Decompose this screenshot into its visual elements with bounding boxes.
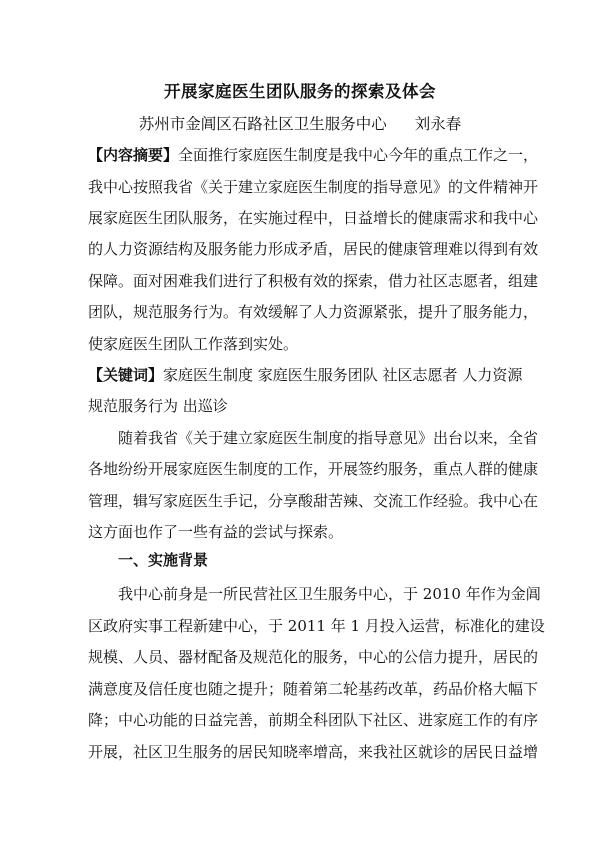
author-name: 刘永春 xyxy=(414,115,462,133)
abstract-line: 的人力资源结构及服务能力形成矛盾，居民的健康管理难以得到有效 xyxy=(88,240,539,258)
abstract-label: 【内容摘要】 xyxy=(88,146,179,164)
author-affiliation: 苏州市金阊区石路社区卫生服务中心 xyxy=(138,115,387,133)
abstract-line: 团队，规范服务行为。有效缓解了人力资源紧张，提升了服务能力， xyxy=(88,303,539,321)
keywords-line xyxy=(88,364,523,386)
section-line: 满意度及信任度也随之提升；随着第二轮基药改革，药品价格大幅下 xyxy=(88,680,539,698)
abstract-line: 保障。面对困难我们进行了积极有效的探索，借力社区志愿者，组建 xyxy=(88,272,539,290)
keywords-text: 家庭医生制度 家庭医生服务团队 社区志愿者 人力资源 xyxy=(163,366,523,384)
intro-line: 管理，辑写家庭医生手记，分享酸甜苦辣、交流工作经验。我中心在 xyxy=(88,492,539,510)
abstract-line: 展家庭医生团队服务，在实施过程中，日益增长的健康需求和我中心 xyxy=(88,209,539,227)
abstract-line: 我中心按照我省《关于建立家庭医生制度的指导意见》的文件精神开 xyxy=(88,178,539,196)
section-number: 一、 xyxy=(118,551,149,569)
section-line: 规模、人员、器材配备及规范化的服务，中心的公信力提升，居民的 xyxy=(88,648,539,666)
keywords-label: 【关键词】 xyxy=(88,366,164,384)
intro-line: 这方面也作了一些有益的尝试与探索。 xyxy=(88,523,344,541)
abstract-line xyxy=(88,144,539,166)
author-line xyxy=(0,112,600,134)
paper-title: 开展家庭医生团队服务的探索及体会 xyxy=(164,82,436,101)
section-line: 区政府实事工程新建中心，于 2011 年 1 月投入运营，标准化的建设 xyxy=(88,617,545,635)
section-line: 开展，社区卫生服务的居民知晓率增高，来我社区就诊的居民日益增 xyxy=(88,743,539,761)
section-line: 降；中心功能的日益完善，前期全科团队下社区、进家庭工作的有序 xyxy=(88,711,539,729)
section-title: 实施背景 xyxy=(148,551,209,569)
section-heading xyxy=(118,549,208,570)
intro-line: 随着我省《关于建立家庭医生制度的指导意见》出台以来，全省 xyxy=(118,429,539,447)
abstract-text: 全面推行家庭医生制度是我中心今年的重点工作之一， xyxy=(178,146,539,164)
section-line: 我中心前身是一所民营社区卫生服务中心，于 2010 年作为金阊 xyxy=(118,585,541,603)
abstract-line: 使家庭医生团队工作落到实处。 xyxy=(88,335,299,353)
keywords-line: 规范服务行为 出巡诊 xyxy=(88,397,228,415)
intro-line: 各地纷纷开展家庭医生制度的工作，开展签约服务，重点人群的健康 xyxy=(88,460,539,478)
